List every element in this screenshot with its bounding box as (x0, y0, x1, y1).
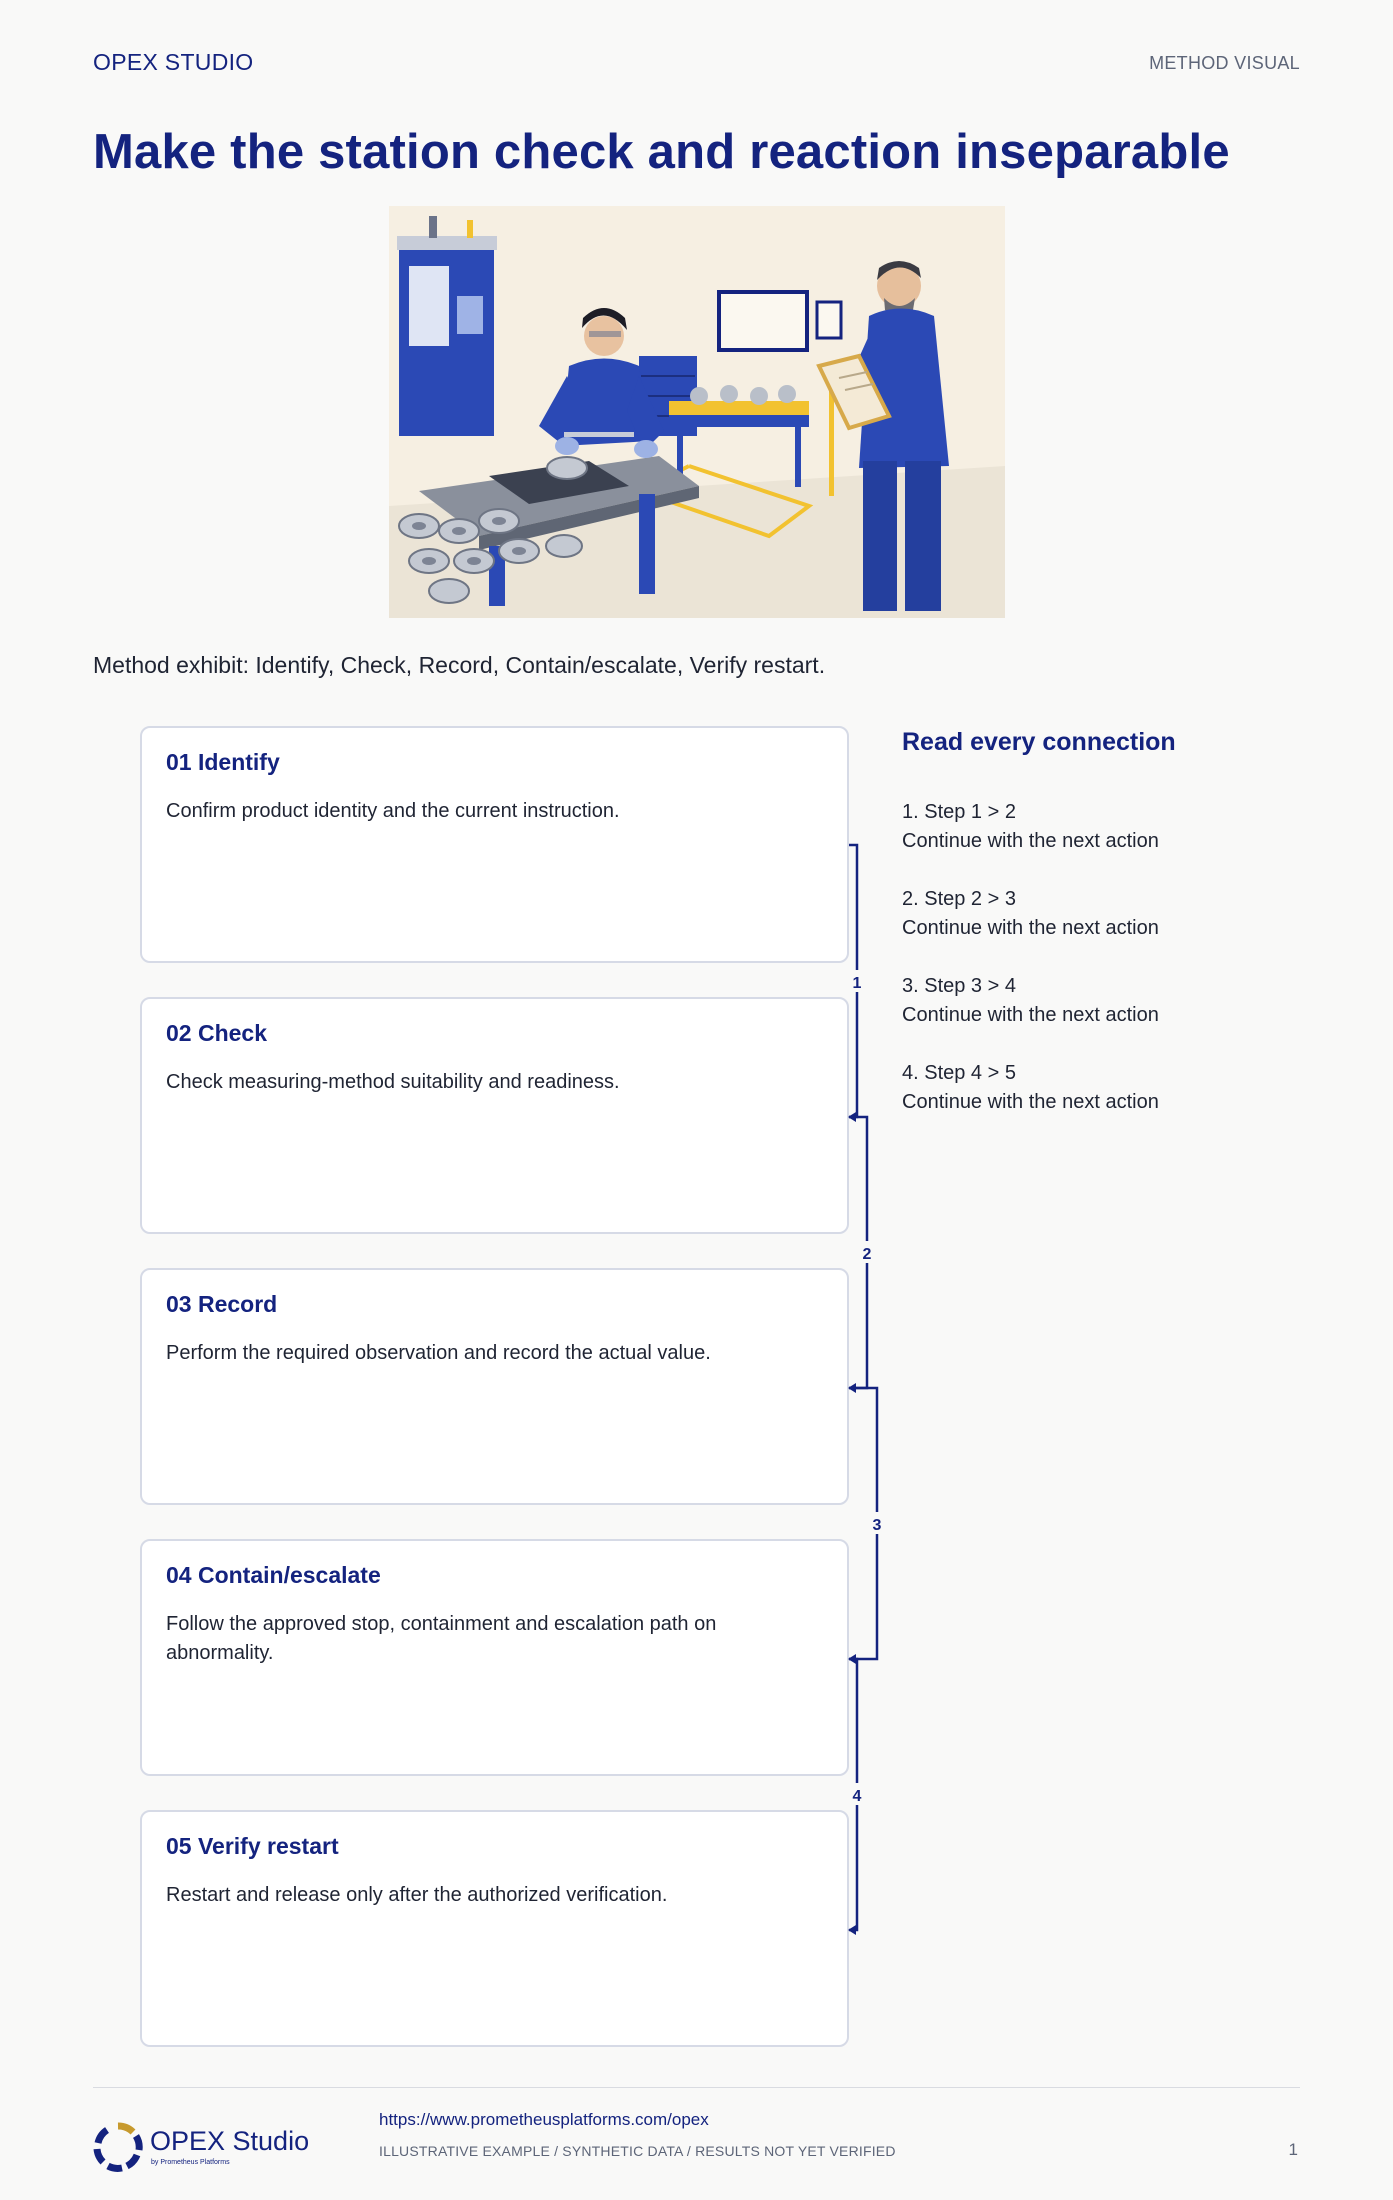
connection-item (902, 1059, 1222, 1117)
step-description: Check measuring-method suitability and readiness. (166, 1071, 620, 1093)
step-title: 01 Identify (166, 749, 280, 775)
arrowhead (848, 1654, 856, 1664)
step-description: Perform the required observation and record the actual value. (166, 1342, 711, 1364)
connection-item (902, 798, 1222, 856)
step-description: Follow the approved stop, containment and escalation path on abnormality. (166, 1613, 717, 1664)
page-number: 1 (1288, 2140, 1298, 2159)
exhibit-caption: Method exhibit: Identify, Check, Record, Contain/escalate, Verify restart. (93, 652, 826, 678)
step-card-verify-restart (140, 1810, 849, 2047)
footer-disclaimer: ILLUSTRATIVE EXAMPLE / SYNTHETIC DATA / RESULTS NOT YET VERIFIED (379, 2143, 896, 2159)
step-title: 04 Contain/escalate (166, 1562, 381, 1588)
footer-divider (93, 2087, 1300, 2088)
connection-item (902, 885, 1222, 943)
connection-body: Continue with the next action (902, 1004, 1159, 1026)
connector-label: 1 (852, 975, 862, 992)
section-tag: METHOD VISUAL (1149, 53, 1300, 73)
footer-url-link[interactable]: https://www.prometheusplatforms.com/opex (379, 2110, 709, 2129)
connection-head: 3. Step 3 > 4 (902, 975, 1016, 997)
step-description: Confirm product identity and the current instruction. (166, 800, 620, 822)
sidebar-title: Read every connection (902, 728, 1176, 756)
connector-label: 4 (852, 1788, 862, 1805)
step-card-record (140, 1268, 849, 1505)
step-card-identify (140, 726, 849, 963)
step-card-check (140, 997, 849, 1234)
step-title: 02 Check (166, 1020, 268, 1046)
footer-brand: OPEX Studio (150, 2126, 310, 2156)
connection-body: Continue with the next action (902, 830, 1159, 852)
connection-head: 4. Step 4 > 5 (902, 1062, 1016, 1084)
step-card-contain-escalate (140, 1539, 849, 1776)
step-description: Restart and release only after the authorized verification. (166, 1884, 668, 1906)
connection-head: 2. Step 2 > 3 (902, 888, 1016, 910)
page-title: Make the station check and reaction inseparable (93, 125, 1230, 179)
step-connectors (840, 820, 890, 1940)
connector-label: 3 (872, 1517, 882, 1534)
step-title: 03 Record (166, 1291, 278, 1317)
connection-body: Continue with the next action (902, 917, 1159, 939)
illustration-graphic (389, 206, 1005, 618)
arrowhead (848, 1383, 856, 1393)
opex-logo-icon (93, 2122, 143, 2172)
arrowhead (848, 1925, 856, 1935)
brand-label: OPEX STUDIO (93, 49, 254, 75)
footer-brand-sub: by Prometheus Platforms (151, 2159, 230, 2166)
factory-illustration (389, 206, 1005, 618)
connection-body: Continue with the next action (902, 1091, 1159, 1113)
connector-label: 2 (862, 1246, 872, 1263)
connection-head: 1. Step 1 > 2 (902, 801, 1016, 823)
connection-item (902, 972, 1222, 1030)
arrowhead (848, 1112, 856, 1122)
connection-list (902, 798, 1222, 1146)
step-title: 05 Verify restart (166, 1833, 339, 1859)
